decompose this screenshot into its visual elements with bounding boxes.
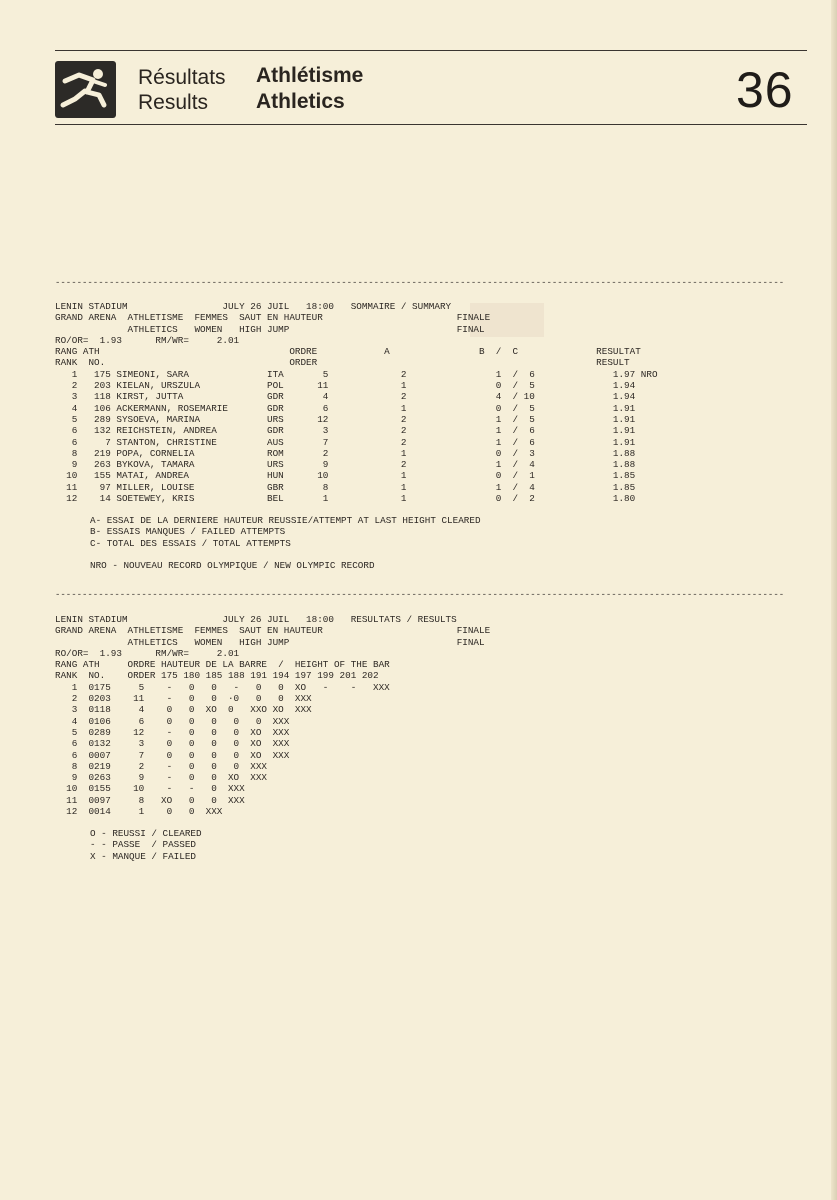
summary-row: 4 106 ACKERMANN, ROSEMARIE GDR 6 1 0 / 5 1.91 [55, 402, 636, 414]
summary-header-row-2: RANK NO. ORDER RESULT [55, 357, 630, 369]
results-row: 1 0175 5 - 0 0 - 0 0 XO - - XXX [55, 681, 390, 693]
results-row: 4 0106 6 0 0 0 0 0 XXX [55, 715, 290, 727]
header-english-sport: Athletics [256, 90, 345, 113]
summary-venue-line: LENIN STADIUM JULY 26 JUIL 18:00 SOMMAIRE / SUMMARY [55, 301, 452, 312]
header-french-sport: Athlétisme [256, 64, 364, 87]
legend-item: X - MANQUE / FAILED [90, 850, 197, 862]
summary-note: C- TOTAL DES ESSAIS / TOTAL ATTEMPTS [90, 537, 291, 549]
summary-row: 12 14 SOETEWEY, KRIS BEL 1 1 0 / 2 1.80 [55, 493, 636, 505]
results-row: 8 0219 2 - 0 0 0 XXX [55, 760, 268, 772]
results-row: 5 0289 12 - 0 0 0 XO XXX [55, 726, 290, 738]
summary-row: 10 155 MATAI, ANDREA HUN 10 1 0 / 1 1.85 [55, 470, 636, 482]
summary-row: 6 132 REICHSTEIN, ANDREA GDR 3 2 1 / 6 1.91 [55, 425, 636, 437]
results-row: 12 0014 1 0 0 XXX [55, 806, 223, 818]
results-row: 3 0118 4 0 0 XO 0 XXO XO XXX [55, 704, 312, 716]
results-row: 6 0007 7 0 0 0 0 XO XXX [55, 749, 290, 761]
results-row: 11 0097 8 XO 0 0 XXX [55, 794, 245, 806]
summary-section [55, 301, 658, 504]
header-bottom-rule [55, 124, 807, 125]
summary-row: 6 7 STANTON, CHRISTINE AUS 7 2 1 / 6 1.91 [55, 436, 636, 448]
results-dashed-divider: --------------------------------------------------------------------------------------------------------------------------------------- [55, 590, 785, 600]
sprinter-pictogram-icon [55, 61, 116, 118]
summary-row: 8 219 POPA, CORNELIA ROM 2 1 0 / 3 1.88 [55, 447, 636, 459]
summary-header-row-1: RANG ATH ORDRE A B / C RESULTAT [55, 346, 641, 358]
header-french-label: Résultats [138, 66, 226, 89]
results-venue-line: LENIN STADIUM JULY 26 JUIL 18:00 RESULTATS / RESULTS [55, 614, 457, 625]
page-number: 36 [736, 62, 794, 118]
results-row: 10 0155 10 - - 0 XXX [55, 783, 245, 795]
results-row: 6 0132 3 0 0 0 0 XO XXX [55, 738, 290, 750]
summary-notes [90, 515, 481, 571]
summary-row: 3 118 KIRST, JUTTA GDR 4 2 4 / 10 1.94 [55, 391, 636, 403]
header-english-label: Results [138, 91, 209, 114]
results-records-line: RO/OR= 1.93 RM/WR= 2.01 [55, 647, 240, 659]
summary-note-spacer [90, 549, 481, 560]
summary-event-line-en: ATHLETICS WOMEN HIGH JUMP FINAL [55, 323, 485, 335]
legend-item: - - PASSE / PASSED [90, 839, 197, 851]
summary-row: 11 97 MILLER, LOUISE GBR 8 1 1 / 4 1.85 [55, 481, 636, 493]
results-section [55, 614, 490, 817]
results-legend [90, 828, 202, 862]
legend-item: O - REUSSI / CLEARED [90, 828, 202, 839]
results-row: 9 0263 9 - 0 0 XO XXX [55, 772, 268, 784]
header-top-rule [55, 50, 807, 51]
results-event-line-en: ATHLETICS WOMEN HIGH JUMP FINAL [55, 636, 485, 648]
summary-note: NRO - NOUVEAU RECORD OLYMPIQUE / NEW OLYMPIC RECORD [90, 560, 375, 572]
summary-note: B- ESSAIS MANQUES / FAILED ATTEMPTS [90, 526, 286, 538]
summary-row: 5 289 SYSOEVA, MARINA URS 12 2 1 / 5 1.91 [55, 413, 636, 425]
summary-row: 1 175 SIMEONI, SARA ITA 5 2 1 / 6 1.97 NRO [55, 368, 658, 380]
results-row: 2 0203 11 - 0 0 ·0 0 0 XXX [55, 693, 312, 705]
summary-dashed-divider: --------------------------------------------------------------------------------------------------------------------------------------- [55, 278, 785, 288]
summary-row: 2 203 KIELAN, URSZULA POL 11 1 0 / 5 1.94 [55, 380, 636, 392]
summary-records-line: RO/OR= 1.93 RM/WR= 2.01 [55, 334, 240, 346]
page-edge-shadow [831, 0, 837, 1200]
summary-event-line: GRAND ARENA ATHLETISME FEMMES SAUT EN HAUTEUR FINALE [55, 312, 491, 324]
results-event-line: GRAND ARENA ATHLETISME FEMMES SAUT EN HAUTEUR FINALE [55, 625, 491, 637]
summary-row: 9 263 BYKOVA, TAMARA URS 9 2 1 / 4 1.88 [55, 459, 636, 471]
results-header-row-2: RANK NO. ORDER 175 180 185 188 191 194 197 199 201 202 [55, 670, 379, 682]
results-header-row-1: RANG ATH ORDRE HAUTEUR DE LA BARRE / HEIGHT OF THE BAR [55, 659, 390, 671]
summary-note: A- ESSAI DE LA DERNIERE HAUTEUR REUSSIE/ATTEMPT AT LAST HEIGHT CLEARED [90, 515, 481, 526]
